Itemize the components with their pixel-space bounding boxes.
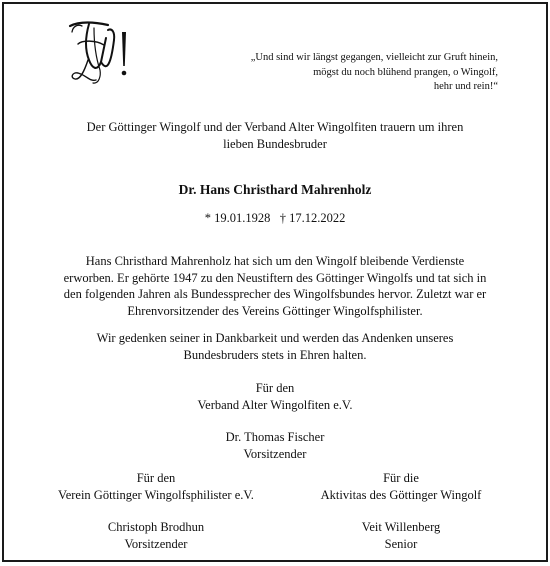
signer-for-label: Für den xyxy=(255,381,295,395)
tribute-text xyxy=(4,253,546,319)
text-line: den folgenden Jahren als Bundessprecher des Wingolfsbundes hervor. Zuletzt war er xyxy=(63,287,487,301)
signer-person: Christoph Brodhun xyxy=(107,520,205,534)
signer-role: Vorsitzender xyxy=(243,446,307,461)
signer-person: Veit Willenberg xyxy=(361,520,441,534)
text-line: Wir gedenken seiner in Dankbarkeit und werden das Andenken unseres xyxy=(96,331,454,345)
text-line: Bundesbruders stets in Ehren halten. xyxy=(183,347,367,362)
signer-org: Aktivitas des Göttinger Wingolf xyxy=(320,487,482,502)
text-line: Der Göttinger Wingolf und der Verband Alter Wingolfiten trauern um ihren xyxy=(86,120,464,134)
signer-org: Verein Göttinger Wingolfsphilister e.V. xyxy=(58,487,254,502)
quote-line: mögst du noch blühend prangen, o Wingolf, xyxy=(313,66,498,78)
signer-person: Dr. Thomas Fischer xyxy=(225,430,325,444)
signer-left xyxy=(26,470,286,552)
signer-org: Verband Alter Wingolfiten e.V. xyxy=(197,397,353,412)
life-dates: * 19.01.1928 † 17.12.2022 xyxy=(204,211,346,225)
text-line: erworben. Er gehörte 1947 zu den Neustiftern des Göttinger Wingolfs und tat sich in xyxy=(63,270,487,285)
text-line: Hans Christhard Mahrenholz hat sich um den Wingolf bleibende Verdienste xyxy=(85,254,465,268)
signer-for-label: Für die xyxy=(383,471,419,485)
deceased-name: Dr. Hans Christhard Mahrenholz xyxy=(178,182,372,197)
obituary-notice xyxy=(2,2,548,562)
signer-center xyxy=(4,380,546,462)
intro-text xyxy=(4,119,546,152)
text-line: Ehrenvorsitzender des Vereins Göttinger Wingolfsphilister. xyxy=(127,303,423,318)
epigraph-quote xyxy=(198,51,498,95)
quote-line: „Und sind wir längst gegangen, vielleicht zur Gruft hinein, xyxy=(250,52,498,63)
signer-for-label: Für den xyxy=(136,471,176,485)
signer-role: Senior xyxy=(384,536,418,551)
signer-right xyxy=(271,470,531,552)
text-line: lieben Bundesbruder xyxy=(223,136,327,151)
wingolf-monogram-icon xyxy=(64,18,136,90)
closing-text xyxy=(4,330,546,363)
signer-role: Vorsitzender xyxy=(124,536,188,551)
quote-line: hehr und rein!“ xyxy=(433,81,498,92)
